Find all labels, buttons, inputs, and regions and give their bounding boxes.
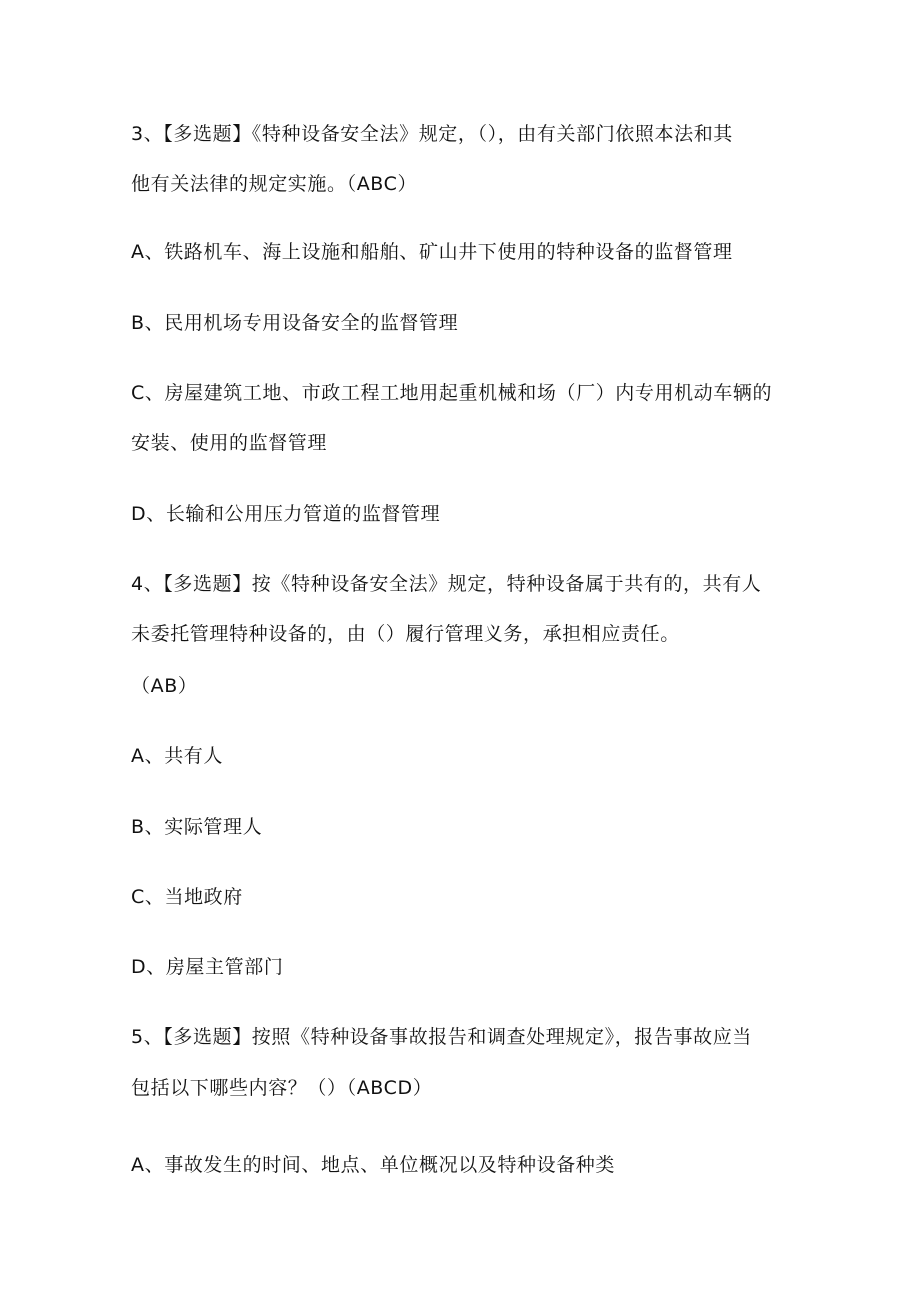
question-4-option-b: B、实际管理人 <box>131 816 263 838</box>
question-5-option-a: A、事故发生的时间、地点、单位概况以及特种设备种类 <box>131 1154 615 1176</box>
question-3-option-a: A、铁路机车、海上设施和船舶、矿山井下使用的特种设备的监督管理 <box>131 241 733 263</box>
question-3-option-c-line-1: C、房屋建筑工地、市政工程工地用起重机械和场（厂）内专用机动车辆的 <box>131 382 773 404</box>
question-4-line-1: 4、【多选题】按《特种设备安全法》规定，特种设备属于共有的，共有人 <box>131 573 762 595</box>
question-3-option-c-line-2: 安装、使用的监督管理 <box>131 432 328 454</box>
question-4-answer: （AB） <box>131 675 198 697</box>
question-4-option-c: C、当地政府 <box>131 886 243 908</box>
question-5-line-2: 包括以下哪些内容？（）（ABCD） <box>131 1077 433 1099</box>
question-3-option-d: D、长输和公用压力管道的监督管理 <box>131 503 441 525</box>
question-4-line-2: 未委托管理特种设备的，由（）履行管理义务，承担相应责任。 <box>131 623 680 645</box>
question-3-option-b: B、民用机场专用设备安全的监督管理 <box>131 312 459 334</box>
question-5-line-1: 5、【多选题】按照《特种设备事故报告和调查处理规定》，报告事故应当 <box>131 1026 752 1048</box>
question-4-option-d: D、房屋主管部门 <box>131 956 284 978</box>
question-3-line-2: 他有关法律的规定实施。（ABC） <box>131 173 418 195</box>
question-3-line-1: 3、【多选题】《特种设备安全法》规定，（），由有关部门依照本法和其 <box>131 123 733 145</box>
question-4-option-a: A、共有人 <box>131 745 223 767</box>
